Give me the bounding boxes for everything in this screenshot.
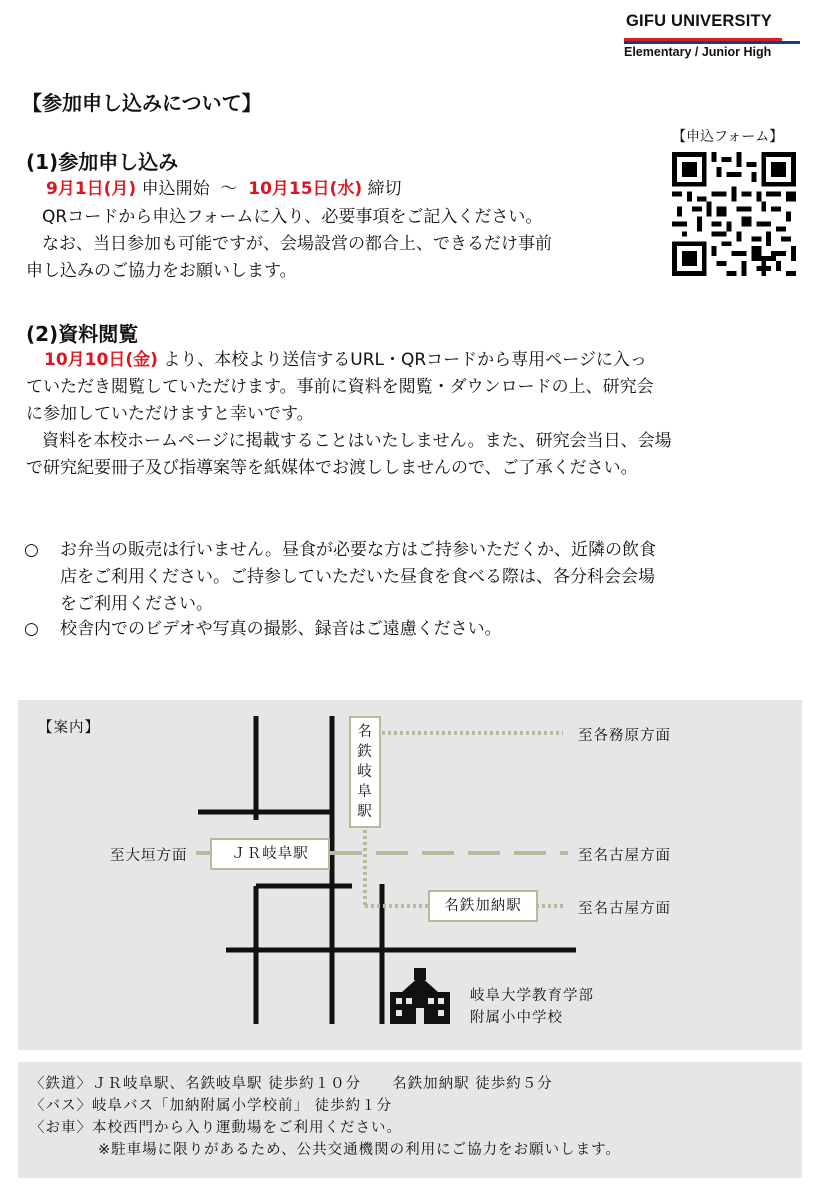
end-date: 10月15日(水) [248, 179, 363, 199]
section1-title: (1)参加申し込み [26, 150, 179, 174]
direction-nagoya-jr: 至名古屋方面 [578, 848, 671, 864]
start-date: 9月1日(月) [46, 179, 137, 199]
section2-line2: ていただき閲覧していただけます。事前に資料を閲覧・ダウンロードの上、研究会 [26, 377, 654, 397]
note2-bullet: ○ [24, 619, 39, 639]
end-text: 締切 [367, 179, 402, 199]
station-char: 駅 [357, 804, 373, 820]
station-char: 鉄 [357, 744, 373, 760]
tilde: ～ [220, 179, 238, 199]
roads [198, 716, 576, 1024]
direction-ogaki: 至大垣方面 [110, 848, 188, 864]
access-bus: 〈バス〉岐阜バス「加納附属小学校前」 徒歩約１分 [30, 1098, 393, 1114]
direction-nagoya-meitetsu: 至名古屋方面 [578, 901, 671, 917]
section1-line2: QRコードから申込フォームに入り、必要事項をご記入ください。 [42, 207, 543, 227]
publish-date: 10月10日(金) [44, 350, 158, 370]
access-rail: 〈鉄道〉ＪＲ岐阜駅、名鉄岐阜駅 徒歩約１０分 名鉄加納駅 徒歩約５分 [30, 1076, 553, 1092]
section2-line3: に参加していただけますと幸いです。 [26, 404, 314, 424]
access-map [18, 700, 802, 1050]
station-char: 岐 [357, 764, 373, 780]
school-name-line2: 附属小中学校 [470, 1010, 563, 1026]
access-car: 〈お車〉本校西門から入り運動場をご利用ください。 [30, 1120, 402, 1136]
section2-line5: で研究紀要冊子及び指導案等を紙媒体でお渡ししませんので、ご了承ください。 [26, 458, 638, 478]
station-char: 名 [357, 724, 373, 740]
map-roads-and-rails [18, 700, 802, 1050]
station-char: 阜 [357, 784, 373, 800]
note2-text: 校舎内でのビデオや写真の撮影、録音はご遠慮ください。 [60, 619, 502, 639]
university-logo [620, 12, 808, 62]
logo-title: GIFU UNIVERSITY [626, 12, 773, 30]
section1-line3: なお、当日参加も可能ですが、会場設営の都合上、できるだけ事前 [42, 234, 552, 254]
section2-line1-text: より、本校より送信するURL・QRコードから専用ページに入っ [163, 350, 647, 370]
direction-kakamigahara: 至各務原方面 [578, 728, 671, 744]
school-building-icon [390, 968, 450, 1024]
access-info [18, 1062, 802, 1178]
logo-subtitle: Elementary / Junior High [624, 45, 772, 59]
school-name-line1: 岐阜大学教育学部 [470, 988, 594, 1004]
section2-title: (2)資料閲覧 [26, 322, 139, 346]
section1-dates [46, 176, 402, 202]
start-text: 申込開始 [141, 179, 210, 199]
application-form-qr-code[interactable] [672, 152, 796, 276]
jr-gifu-station: ＪＲ岐阜駅 [210, 838, 330, 870]
note1-line3: をご利用ください。 [60, 594, 213, 614]
logo-stripe [624, 38, 806, 44]
page-heading: 【参加申し込みについて】 [22, 91, 262, 115]
note1-line1: お弁当の販売は行いません。昼食が必要な方はご持参いただくか、近隣の飲食 [60, 540, 657, 560]
meitetsu-gifu-station [349, 716, 381, 828]
qr-label: 【申込フォーム】 [672, 129, 784, 145]
meitetsu-kano-station: 名鉄加納駅 [428, 890, 538, 922]
rail-lines [196, 733, 568, 906]
parking-note: ※駐車場に限りがあるため、公共交通機関の利用にご協力をお願いします。 [98, 1142, 621, 1158]
note1-line2: 店をご利用ください。ご持参していただいた昼食を食べる際は、各分科会会場 [60, 567, 655, 587]
section2-line1 [44, 347, 647, 373]
section2-line4: 資料を本校ホームページに掲載することはいたしません。また、研究会当日、会場 [42, 431, 672, 451]
note1-bullet: ○ [24, 540, 39, 560]
map-title: 【案内】 [38, 720, 100, 736]
section1-line4: 申し込みのご協力をお願いします。 [26, 261, 297, 281]
